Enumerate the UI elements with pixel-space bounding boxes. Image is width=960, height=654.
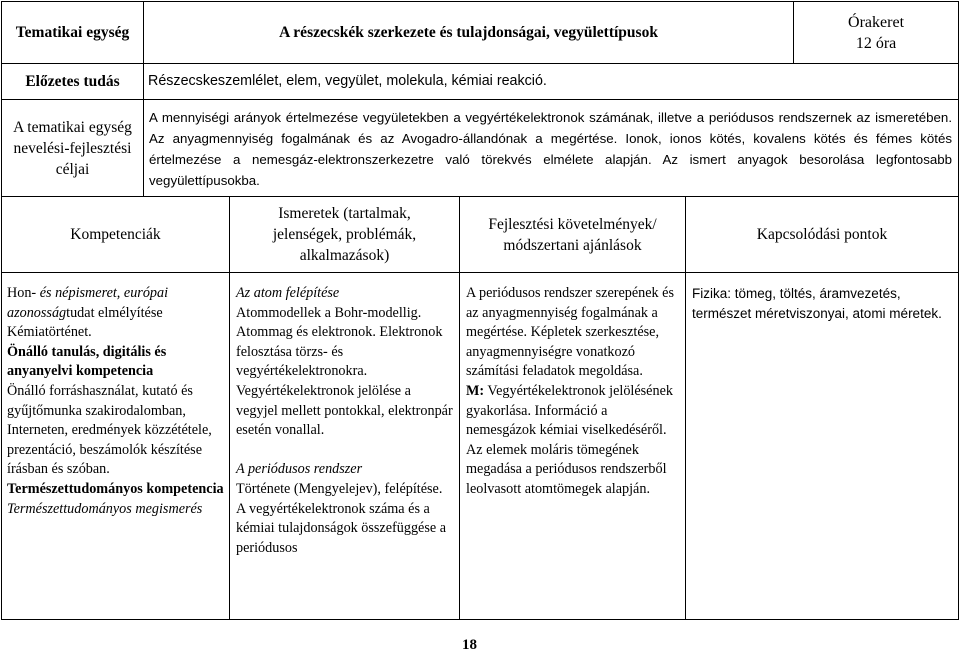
header-unit-label — [2, 2, 144, 64]
comp-p1-b: és népismeret, európai azonosság — [7, 285, 169, 321]
col-competencies-title: Kompetenciák — [70, 225, 161, 243]
competencies-cell — [2, 273, 230, 620]
knowledge-h2: A periódusos rendszer — [236, 461, 363, 478]
col-requirements-line2: módszertani ajánlások — [503, 236, 642, 254]
col-connections-title: Kapcsolódási pontok — [756, 225, 888, 243]
prereq-label: Előzetes tudás — [25, 72, 120, 90]
col-knowledge-head — [230, 197, 460, 273]
comp-p1-d: Kémiatörténet. — [7, 324, 92, 341]
unit-title: A részecskék szerkezete és tulajdonságai, vegyülettípusok — [279, 23, 658, 41]
goals-label-line3: céljai — [55, 160, 90, 178]
prereq-text: Részecskeszemlélet, elem, vegyület, molekula, kémiai reakció. — [148, 73, 547, 89]
col-competencies-head — [2, 197, 230, 273]
knowledge-t2: Története (Mengyelejev), felépítése. A vegyértékelektronok száma és a kémiai tulajdonságok összefüggése a periódusos — [236, 480, 446, 556]
comp-p1-a: Hon- — [7, 285, 40, 301]
col-connections-head — [686, 197, 959, 273]
header-title-cell — [144, 2, 794, 64]
requirements-t1: A periódusos rendszer szerepének és az anyagmennyiség fogalmának a megértése. Képletek szerkesztése, anyagmennyiségre vonatkozó számítási feladatok megoldása. — [466, 285, 675, 380]
goals-row — [2, 100, 959, 197]
knowledge-cell — [230, 273, 460, 620]
header-hours-cell — [794, 2, 959, 64]
prereq-row — [2, 64, 959, 100]
prereq-label-cell — [2, 64, 144, 100]
knowledge-t1: Atommodellek a Bohr-modellig. Atommag és elektronok. Elektronok felosztása törzs- és vegyértékelektronokra. Vegyértékelektronok jelölése a vegyjel mellett pontokkal, elektronpár esetén vonallal. — [236, 304, 453, 439]
curriculum-table — [1, 1, 959, 620]
column-header-row — [2, 197, 959, 273]
col-knowledge-line2: jelenségek, problémák, — [272, 226, 417, 243]
comp-p1-c: tudat elmélyítése — [66, 304, 163, 321]
content-row — [2, 273, 959, 620]
hours-value: 12 óra — [855, 34, 897, 52]
goals-label-line1: A tematikai egység — [13, 118, 132, 136]
requirements-m-label: M: — [466, 382, 485, 399]
comp-p3-italic: Természettudományos megismerés — [7, 500, 203, 517]
col-knowledge-line1: Ismeretek (tartalmak, — [278, 205, 411, 222]
page-number: 18 — [462, 637, 477, 653]
header-unit-text: Tematikai egység — [15, 23, 130, 41]
knowledge-h1: Az atom felépítése — [236, 285, 340, 301]
col-knowledge-line3: alkalmazások) — [299, 247, 390, 264]
goals-text-cell — [144, 100, 959, 197]
col-requirements-line1: Fejlesztési követelmények/ — [488, 215, 657, 233]
requirements-cell — [460, 273, 686, 620]
comp-p2-bold: Önálló tanulás, digitális és anyanyelvi kompetencia — [7, 343, 167, 380]
connections-cell — [686, 273, 959, 620]
goals-label-cell — [2, 100, 144, 197]
prereq-text-cell — [144, 64, 959, 100]
knowledge-spacer — [236, 441, 453, 461]
goals-label-line2: nevelési-fejlesztési — [13, 139, 132, 157]
comp-p3-bold: Természettudományos kompetencia — [7, 480, 224, 497]
hours-label: Órakeret — [848, 13, 905, 31]
header-row — [2, 2, 959, 64]
goals-text: A mennyiségi arányok értelmezése vegyületekben a vegyértékelektronok számának, illetve a periódusos rendszernek az ismeretében. Az anyagmennyiség fogalmának és az Avogadro-állandónak a megértése. Ionok, ionos kötés, kovalens kötés és fémes kötés értelmezése a nemesgáz-elektronszerkezetre való törekvés elmélete alapján. Az ismert anyagok besorolása legfontosabb vegyülettípusokba. — [149, 110, 953, 188]
connections-text: Fizika: tömeg, töltés, áramvezetés, természet méretviszonyai, atomi méretek. — [692, 286, 942, 321]
comp-p2-text: Önálló forráshasználat, kutató és gyűjtőmunka szakirodalomban, Interneten, eredmények közzététele, prezentáció, beszámolók készítése írásban és szóban. — [7, 382, 212, 478]
col-requirements-head — [460, 197, 686, 273]
requirements-t2: Vegyértékelektronok jelölésének gyakorlása. Információ a nemesgázok kémiai viselkedéséről. Az elemek moláris tömegének megadása a periódusos rendszerből leolvasott atomtömegek alapján. — [466, 382, 673, 497]
